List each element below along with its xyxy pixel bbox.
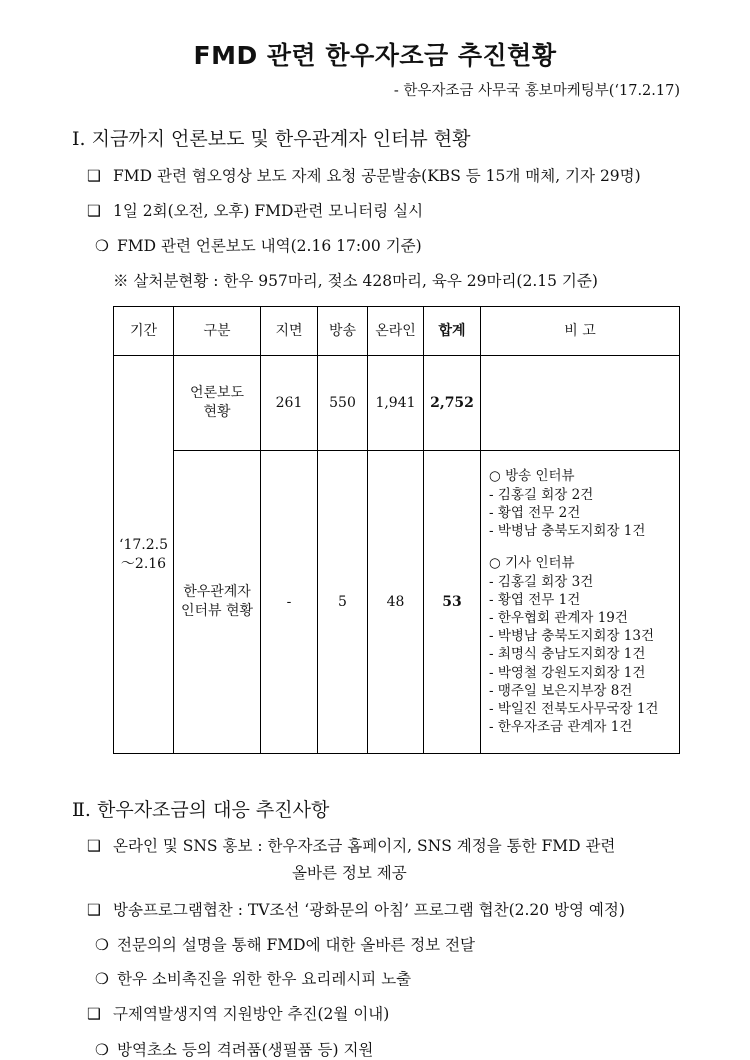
section1-item-2 — [87, 199, 423, 221]
interview-note-line: - 김홍길 회장 2건 — [489, 486, 594, 503]
section2-item-2-text: 방송프로그램협찬 : TV조선 ‘광화문의 아침’ 프로그램 협찬(2.20 방영 예정) — [113, 901, 625, 919]
interview-note-line: - 최명식 충남도지회장 1건 — [489, 646, 646, 663]
table-row — [114, 451, 680, 754]
slaughter-note: ※ 살처분현황 : 한우 957마리, 젖소 428마리, 육우 29마리(2.15 기준) — [113, 272, 598, 290]
table-header-row — [114, 307, 680, 356]
section2-item-4-text: 한우 소비촉진을 위한 한우 요리레시피 노출 — [117, 970, 412, 988]
interview-note-line: - 박병남 충북도지회장 1건 — [489, 523, 646, 540]
interview-note-spacer — [489, 540, 679, 554]
media-report-table — [113, 306, 680, 754]
remarks-cell — [481, 356, 680, 451]
interview-note-line: ○ 방송 인터뷰 — [489, 468, 575, 485]
section1-item-3 — [95, 234, 422, 256]
interview-note-line: - 맹주일 보은지부장 8건 — [489, 682, 633, 699]
document-title: FMD 관련 한우자조금 추진현황 — [193, 41, 557, 70]
interview-note-line: - 박병남 충북도지회장 13건 — [489, 628, 655, 645]
header-period: 기간 — [114, 307, 174, 356]
broadcast-cell: 5 — [318, 451, 368, 754]
header-print: 지면 — [261, 307, 318, 356]
interview-note-line: - 한우협회 관계자 19건 — [489, 610, 628, 626]
section2-item-3-text: 전문의의 설명을 통해 FMD에 대한 올바른 정보 전달 — [117, 936, 476, 954]
interview-note-line: - 박영철 강원도지회장 1건 — [489, 664, 646, 681]
header-online: 온라인 — [368, 307, 424, 356]
square-bullet-icon: ❑ — [87, 901, 101, 919]
section1-item-3-text: FMD 관련 언론보도 내역(2.16 17:00 기준) — [117, 237, 422, 255]
period-start: ‘17.2.5 — [119, 536, 168, 553]
section1-heading: Ⅰ. 지금까지 언론보도 및 한우관계자 인터뷰 현황 — [72, 128, 471, 150]
section1-item-1-text: FMD 관련 혐오영상 보도 자제 요청 공문발송(KBS 등 15개 매체, 기자 29명) — [113, 167, 641, 185]
circle-bullet-icon: ❍ — [95, 970, 109, 988]
header-remarks: 비 고 — [481, 307, 680, 356]
category-cell — [174, 451, 261, 754]
section2-item-3 — [95, 933, 475, 955]
square-bullet-icon: ❑ — [87, 202, 101, 220]
header-total: 합계 — [424, 307, 481, 356]
section2-heading: Ⅱ. 한우자조금의 대응 추진사항 — [72, 799, 330, 821]
period-end: ～2.16 — [120, 555, 167, 572]
online-cell: 1,941 — [368, 356, 424, 451]
section2-item-1-text: 온라인 및 SNS 홍보 : 한우자조금 홈페이지, SNS 계정을 통한 FMD 관련 — [113, 837, 616, 855]
section2-item-6-text: 방역초소 등의 격려품(생필품 등) 지원 — [117, 1041, 374, 1059]
interview-note-line: - 황엽 전무 2건 — [489, 504, 581, 521]
circle-bullet-icon: ❍ — [95, 237, 109, 255]
category-line: 현황 — [203, 404, 231, 420]
category-line: 언론보도 — [189, 385, 245, 402]
square-bullet-icon: ❑ — [87, 1005, 101, 1023]
category-line: 한우관계자 — [183, 584, 251, 601]
category-cell — [174, 356, 261, 451]
section2-item-1-continued: 올바른 정보 제공 — [292, 864, 407, 882]
online-cell: 48 — [368, 451, 424, 754]
section1-item-2-text: 1일 2회(오전, 오후) FMD관련 모니터링 실시 — [113, 202, 424, 220]
category-line: 인터뷰 현황 — [180, 603, 254, 619]
table-row — [114, 356, 680, 451]
print-cell: - — [261, 451, 318, 754]
square-bullet-icon: ❑ — [87, 837, 101, 855]
header-category: 구분 — [174, 307, 261, 356]
interview-note-line: - 황엽 전무 1건 — [489, 591, 581, 608]
circle-bullet-icon: ❍ — [95, 1041, 109, 1059]
section2-item-6 — [95, 1038, 373, 1060]
section2-item-5-text: 구제역발생지역 지원방안 추진(2월 이내) — [113, 1005, 390, 1023]
interview-note-line: - 한우자조금 관계자 1건 — [489, 719, 633, 736]
square-bullet-icon: ❑ — [87, 167, 101, 185]
interview-note-line: ○ 기사 인터뷰 — [489, 555, 575, 572]
circle-bullet-icon: ❍ — [95, 936, 109, 954]
section2-item-1 — [87, 834, 615, 856]
section2-item-2 — [87, 898, 625, 920]
section1-item-1 — [87, 164, 641, 186]
section2-item-4 — [95, 967, 411, 989]
remarks-cell — [481, 451, 680, 754]
total-cell: 53 — [424, 451, 481, 754]
period-cell — [114, 356, 174, 754]
header-broadcast: 방송 — [318, 307, 368, 356]
interview-note-line: - 박일진 전북도사무국장 1건 — [489, 701, 659, 718]
document-subtitle: - 한우자조금 사무국 홍보마케팅부(‘17.2.17) — [393, 83, 680, 99]
interview-note-line: - 김홍길 회장 3건 — [489, 573, 594, 590]
print-cell: 261 — [261, 356, 318, 451]
total-cell: 2,752 — [424, 356, 481, 451]
section2-item-5 — [87, 1002, 389, 1024]
broadcast-cell: 550 — [318, 356, 368, 451]
